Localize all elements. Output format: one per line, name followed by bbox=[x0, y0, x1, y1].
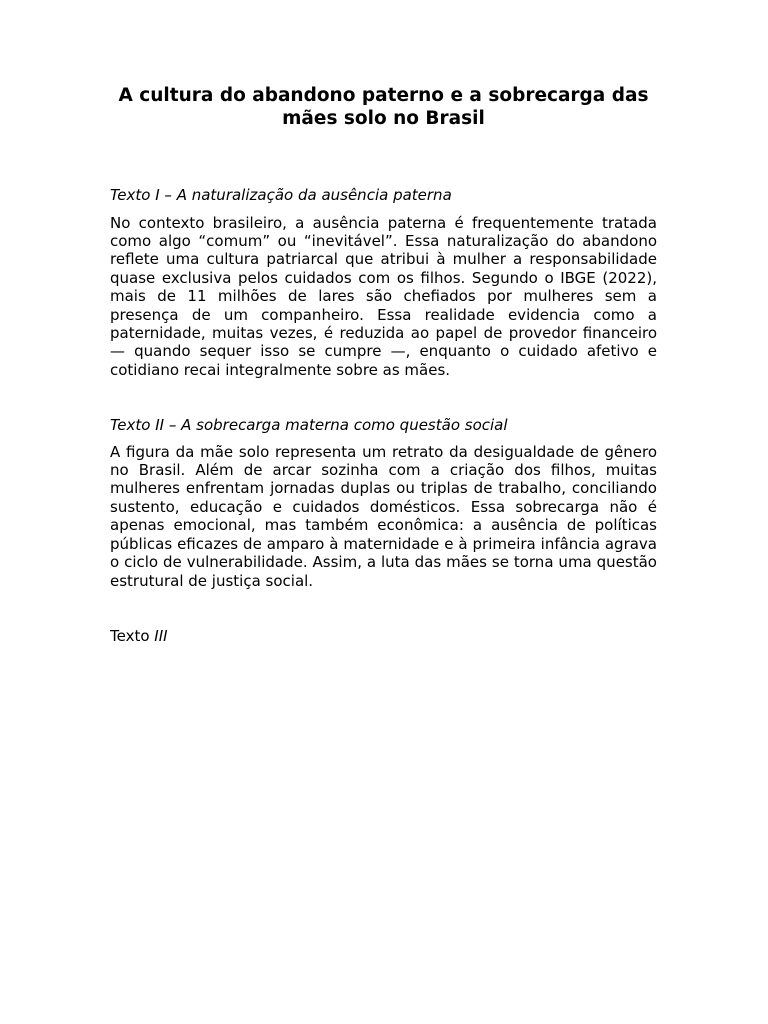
document-page bbox=[110, 84, 657, 645]
section-2-heading-text: Texto II – A sobrecarga materna como questão social bbox=[110, 416, 508, 435]
section-2-heading bbox=[110, 416, 657, 435]
section-1-body: No contexto brasileiro, a ausência paterna é frequentemente tratada como algo “comum” ou “inevitável”. Essa naturalização do abandono reflete uma cultura patriarcal que atribui à mulher a responsabilidade quase exclusiva pelos cuidados com os filhos. Segundo o IBGE (2022), mais de 11 milhões de lares são chefiados por mulheres sem a presença de um companheiro. Essa realidade evidencia como a paternidade, muitas vezes, é reduzida ao papel de provedor financeiro — quando sequer isso se cumpre —, enquanto o cuidado afetivo e cotidiano recai integralmente sobre as mães. bbox=[110, 213, 657, 379]
section-2-body: A figura da mãe solo representa um retrato da desigualdade de gênero no Brasil. Além de arcar sozinha com a criação dos filhos, muitas mulheres enfrentam jornadas duplas ou triplas de trabalho, conciliando sustento, educação e cuidados domésticos. Essa sobrecarga não é apenas emocional, mas também econômica: a ausência de políticas públicas eficazes de amparo à maternidade e à primeira infância agrava o ciclo de vulnerabilidade. Assim, a luta das mães se torna uma questão estrutural de justiça social. bbox=[110, 442, 657, 590]
section-3-heading-prefix: Texto bbox=[110, 626, 155, 645]
section-3-heading bbox=[110, 627, 657, 646]
document-title: A cultura do abandono paterno e a sobrecarga das mães solo no Brasil bbox=[118, 85, 649, 129]
section-1-heading bbox=[110, 186, 657, 205]
section-3-heading-numeral: III bbox=[154, 626, 168, 645]
section-1-heading-text: Texto I – A naturalização da ausência paterna bbox=[110, 186, 452, 204]
